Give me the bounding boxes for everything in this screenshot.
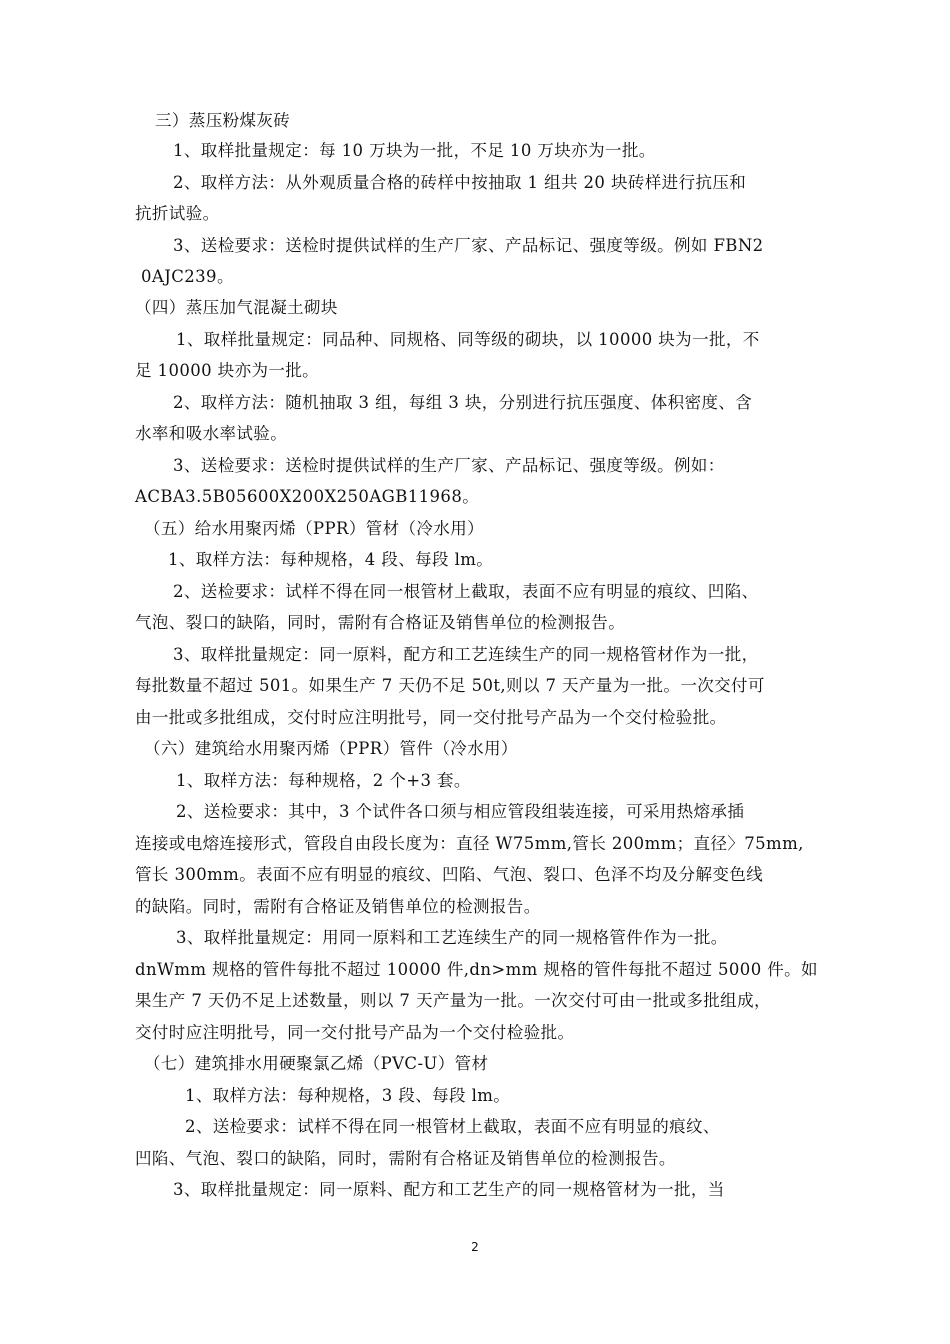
paragraph-line: 气泡、裂口的缺陷，同时，需附有合格证及销售单位的检测报告。 [135, 613, 626, 632]
paragraph-line: 水率和吸水率试验。 [135, 424, 288, 443]
paragraph-line: 的缺陷。同时，需附有合格证及销售单位的检测报告。 [135, 897, 541, 916]
paragraph-line: 由一批或多批组成，交付时应注明批号，同一交付批号产品为一个交付检验批。 [135, 708, 727, 727]
paragraph-line: 果生产 7 天仍不足上述数量，则以 7 天产量为一批。一次交付可由一批或多批组成， [135, 991, 771, 1010]
paragraph-line: 2、取样方法：随机抽取 3 组，每组 3 块，分别进行抗压强度、体积密度、含 [173, 393, 753, 412]
paragraph-line: 0AJC239。 [141, 267, 234, 286]
paragraph-line: 1、取样方法：每种规格，3 段、每段 lm。 [185, 1086, 511, 1105]
paragraph-line: 管长 300mm。表面不应有明显的痕纹、凹陷、气泡、裂口、色泽不均及分解变色线 [135, 865, 764, 884]
section-heading-7: （七）建筑排水用硬聚氯乙烯（PVC-U）管材 [144, 1054, 489, 1073]
paragraph-line: 3、取样批量规定：用同一原料和工艺连续生产的同一规格管件作为一批。 [176, 928, 728, 947]
paragraph-line: 凹陷、气泡、裂口的缺陷，同时，需附有合格证及销售单位的检测报告。 [135, 1149, 676, 1168]
section-heading-6: （六）建筑给水用聚丙烯（PPR）管件（冷水用） [144, 739, 518, 758]
paragraph-line: dnWmm 规格的管件每批不超过 10000 件,dn>mm 规格的管件每批不超过 5000 件。如 [135, 960, 818, 979]
paragraph-line: 足 10000 块亦为一批。 [135, 361, 320, 380]
section-heading-3: 三）蒸压粉煤灰砖 [155, 111, 291, 130]
paragraph-line: 2、取样方法：从外观质量合格的砖样中按抽取 1 组共 20 块砖样进行抗压和 [173, 173, 747, 192]
paragraph-line: 交付时应注明批号，同一交付批号产品为一个交付检验批。 [135, 1023, 575, 1042]
paragraph-line: 1、取样方法：每种规格，4 段、每段 lm。 [168, 550, 494, 569]
paragraph-line: 3、取样批量规定：同一原料，配方和工艺连续生产的同一规格管材作为一批， [173, 645, 759, 664]
paragraph-line: 2、送检要求：其中，3 个试件各口须与相应管段组装连接，可采用热熔承插 [176, 802, 745, 821]
paragraph-line: 连接或电熔连接形式，管段自由段长度为：直径 W75mm,管长 200mm；直径〉75mm, [135, 834, 804, 853]
paragraph-line: 抗折试验。 [135, 204, 220, 223]
paragraph-line: 3、取样批量规定：同一原料、配方和工艺生产的同一规格管材为一批，当 [173, 1180, 725, 1199]
paragraph-line: 每批数量不超过 501。如果生产 7 天仍不足 50t,则以 7 天产量为一批。一次交付可 [135, 676, 765, 695]
paragraph-line: 1、取样批量规定：同品种、同规格、同等级的砌块，以 10000 块为一批，不 [176, 330, 760, 349]
paragraph-line: 2、送检要求：试样不得在同一根管材上截取，表面不应有明显的痕纹、凹陷、 [173, 582, 759, 601]
paragraph-line: 3、送检要求：送检时提供试样的生产厂家、产品标记、强度等级。例如 FBN2 [173, 236, 764, 255]
page-number: 2 [471, 1240, 479, 1254]
paragraph-line: 1、取样方法：每种规格，2 个+3 套。 [176, 771, 471, 790]
section-heading-4: （四）蒸压加气混凝土砌块 [135, 298, 338, 317]
paragraph-line: 3、送检要求：送检时提供试样的生产厂家、产品标记、强度等级。例如： [173, 456, 725, 475]
paragraph-line: 1、取样批量规定：每 10 万块为一批，不足 10 万块亦为一批。 [173, 141, 656, 160]
paragraph-line: ACBA3.5B05600X200X250AGB11968。 [135, 487, 480, 506]
paragraph-line: 2、送检要求：试样不得在同一根管材上截取，表面不应有明显的痕纹、 [185, 1117, 720, 1136]
section-heading-5: （五）给水用聚丙烯（PPR）管材（冷水用） [144, 519, 485, 538]
